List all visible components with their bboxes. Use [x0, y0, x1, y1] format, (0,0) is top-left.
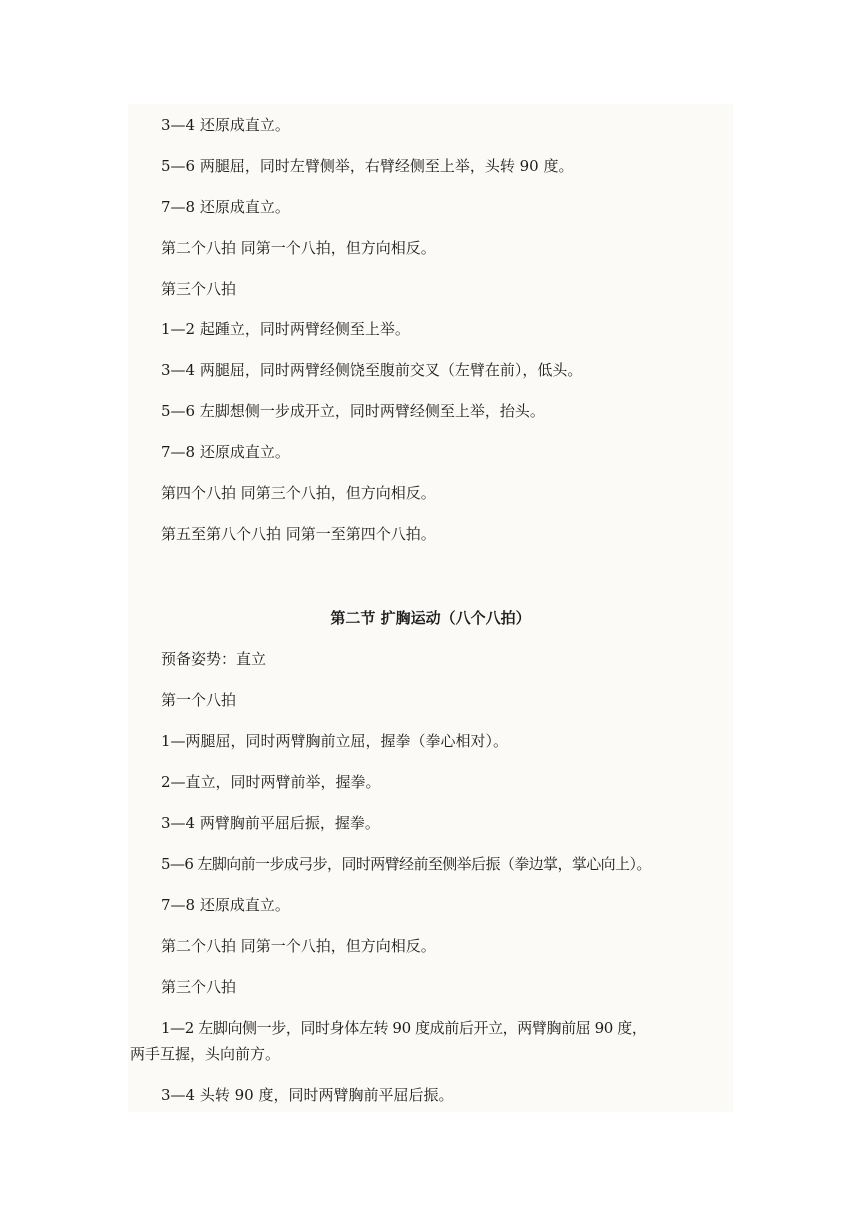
paragraph-line-continuation: 两手互握，头向前方。 — [130, 1045, 281, 1063]
paragraph-line: 1—2 起踵立，同时两臂经侧至上举。 — [161, 320, 410, 338]
paragraph-line: 3—4 两腿屈，同时两臂经侧饶至腹前交叉（左臂在前），低头。 — [161, 361, 583, 379]
paragraph-line: 第一个八拍 — [161, 691, 237, 709]
section-heading: 第二节 扩胸运动（八个八拍） — [330, 609, 531, 627]
paragraph-line: 第五至第八个八拍 同第一至第四个八拍。 — [161, 525, 436, 543]
paragraph-line: 7—8 还原成直立。 — [161, 443, 290, 461]
paragraph-line: 5—6 两腿屈，同时左臂侧举，右臂经侧至上举，头转 90 度。 — [161, 157, 574, 175]
paragraph-line: 5—6 左脚想侧一步成开立，同时两臂经侧至上举，抬头。 — [161, 402, 545, 420]
paragraph-line: 第三个八拍 — [161, 280, 237, 298]
paragraph-line: 1—2 左脚向侧一步，同时身体左转 90 度成前后开立，两臂胸前屈 90 度， — [161, 1019, 647, 1037]
paragraph-line: 第三个八拍 — [161, 978, 237, 996]
paragraph-line: 7—8 还原成直立。 — [161, 198, 290, 216]
paragraph-line: 1—两腿屈，同时两臂胸前立屈，握拳（拳心相对）。 — [161, 732, 509, 750]
paragraph-line: 3—4 头转 90 度，同时两臂胸前平屈后振。 — [161, 1086, 454, 1104]
document-page — [128, 104, 733, 1112]
paragraph-line: 第四个八拍 同第三个八拍，但方向相反。 — [161, 484, 436, 502]
paragraph-line: 预备姿势：直立 — [161, 650, 267, 668]
paragraph-line: 3—4 两臂胸前平屈后振，握拳。 — [161, 814, 380, 832]
paragraph-line: 5—6 左脚向前一步成弓步，同时两臂经前至侧举后振（拳边掌，掌心向上）。 — [161, 855, 651, 873]
paragraph-line: 2—直立，同时两臂前举，握拳。 — [161, 773, 381, 791]
paragraph-line: 第二个八拍 同第一个八拍，但方向相反。 — [161, 937, 436, 955]
paragraph-line: 3—4 还原成直立。 — [161, 116, 290, 134]
paragraph-line: 7—8 还原成直立。 — [161, 896, 290, 914]
paragraph-line: 第二个八拍 同第一个八拍，但方向相反。 — [161, 239, 436, 257]
